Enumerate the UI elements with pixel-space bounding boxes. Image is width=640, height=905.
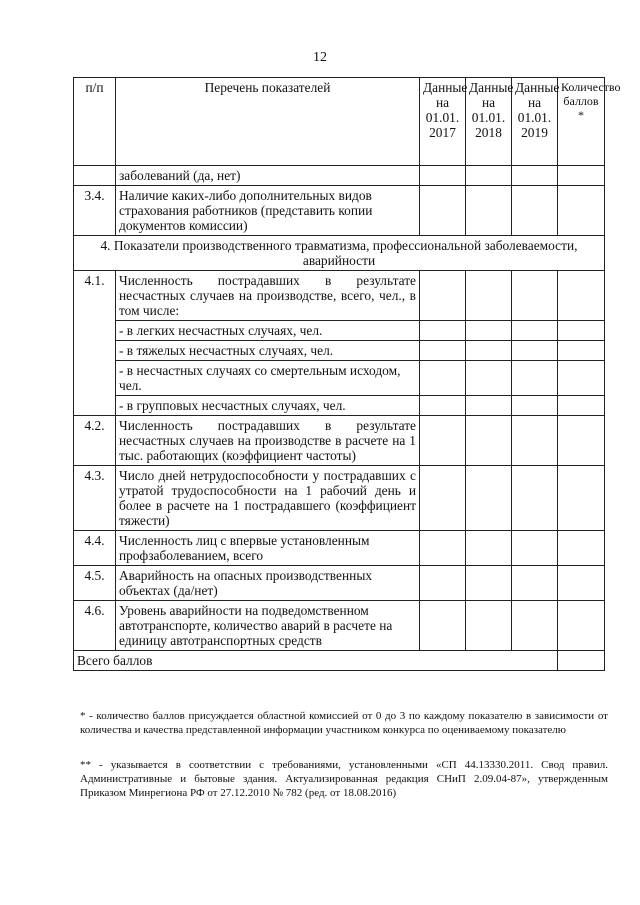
table-row	[74, 531, 605, 566]
row-text: Численность пострадавших в результате несчастных случаев на производстве, всего, чел., в том числе:	[116, 271, 420, 321]
row-text: Численность пострадавших в результате несчастных случаев на производстве в расчете на 1 тыс. работающих (коэффициент частоты)	[116, 416, 420, 466]
row-text: Аварийность на опасных производственных объектах (да/нет)	[116, 566, 420, 601]
table-row	[74, 601, 605, 651]
row-text: Наличие каких-либо дополнительных видов страхования работников (представить копии документов комиссии)	[116, 186, 420, 236]
table-row	[74, 186, 605, 236]
table-row	[74, 466, 605, 531]
row-number: 3.4.	[74, 186, 116, 236]
row-text: Численность лиц с впервые установленным профзаболеванием, всего	[116, 531, 420, 566]
header-indicators: Перечень показателей	[116, 78, 420, 166]
section-heading: 4. Показатели производственного травматизма, профессиональной заболеваемости, аварийности	[74, 236, 605, 271]
row-number: 4.3.	[74, 466, 116, 531]
header-2017: Данные на 01.01. 2017	[420, 78, 466, 166]
page-number: 12	[313, 50, 327, 65]
table-row	[74, 361, 605, 396]
table-row	[74, 271, 605, 321]
row-number: 4.2.	[74, 416, 116, 466]
row-text: Уровень аварийности на подведомственном автотранспорте, количество аварий в расчете на единицу автотранспортных средств	[116, 601, 420, 651]
header-2019: Данные на 01.01. 2019	[512, 78, 558, 166]
header-points: Количество баллов *	[558, 78, 605, 166]
table-row	[74, 166, 605, 186]
row-number: 4.4.	[74, 531, 116, 566]
row-text: Число дней нетрудоспособности у пострадавших с утратой трудоспособности на 1 рабочий день и более в расчете на 1 пострадавшего (коэффициент тяжести)	[116, 466, 420, 531]
total-row	[74, 651, 605, 671]
row-number: 4.5.	[74, 566, 116, 601]
row-number: 4.1.	[74, 271, 116, 416]
table-row	[74, 341, 605, 361]
table-row	[74, 566, 605, 601]
table-row	[74, 416, 605, 466]
row-subitem: - в групповых несчастных случаях, чел.	[116, 396, 420, 416]
header-num: п/п	[74, 78, 116, 166]
row-subitem: - в легких несчастных случаях, чел.	[116, 321, 420, 341]
header-2018: Данные на 01.01. 2018	[466, 78, 512, 166]
table-header-row	[74, 78, 605, 166]
table-row	[74, 321, 605, 341]
total-value-cell	[558, 651, 605, 671]
row-subitem: - в тяжелых несчастных случаях, чел.	[116, 341, 420, 361]
indicators-table	[73, 77, 621, 671]
footnote-1: * - количество баллов присуждается областной комиссией от 0 до 3 по каждому показателю в зависимости от количества и качества представленной информации участником конкурса по оцениваемому показателю	[80, 710, 608, 736]
footnote-2: ** - указывается в соответствии с требованиями, установленными «СП 44.13330.2011. Свод правил. Административные и бытовые здания. Актуализированная редакция СНиП 2.09.04-87», утвержденным Приказом Минрегиона РФ от 27.12.2010 № 782 (ред. от 18.08.2016)	[80, 759, 608, 799]
row-subitem: - в несчастных случаях со смертельным исходом, чел.	[116, 361, 420, 396]
total-label: Всего баллов	[74, 651, 558, 671]
continuation-text: заболеваний (да, нет)	[116, 166, 420, 186]
table-row	[74, 396, 605, 416]
row-number: 4.6.	[74, 601, 116, 651]
section-row	[74, 236, 605, 271]
